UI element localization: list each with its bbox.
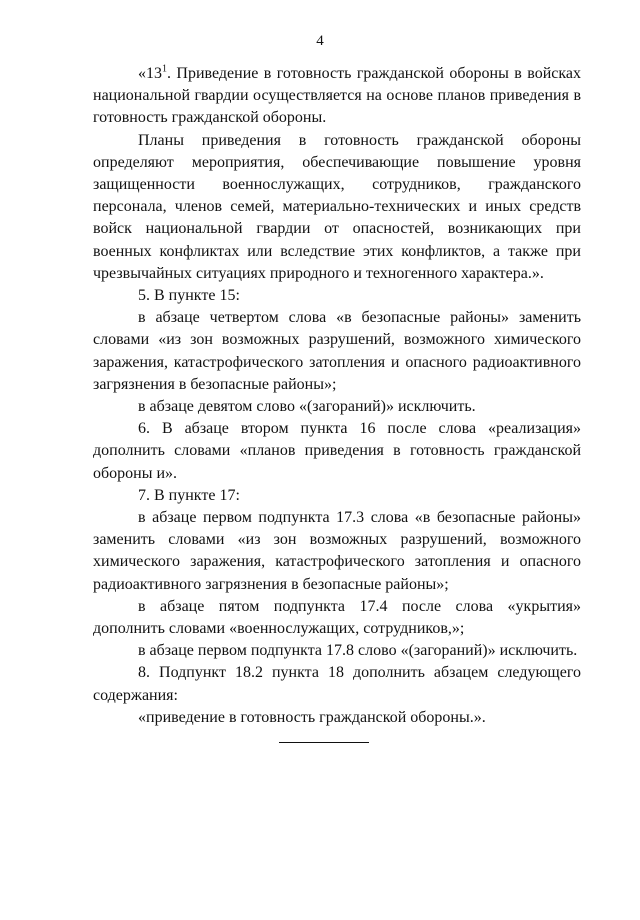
paragraph-13-1-prefix: «13 (138, 65, 162, 82)
paragraph-subpoint-17-3: в абзаце первом подпункта 17.3 слова «в безопасные районы» заменить словами «из зон возможных разрушений, возможного химического заражения, катастрофического затопления и опасного радиоактивного загрязнения в безопасные районы»; (93, 509, 581, 593)
page-number: 4 (316, 33, 324, 49)
paragraph-13-1-text: . Приведение в готовность гражданской обороны в войсках национальной гвардии осуществляется на основе планов приведения в готовность гражданской обороны. (93, 65, 581, 127)
paragraph-point-6: 6. В абзаце втором пункта 16 после слова «реализация» дополнить словами «планов приведения в готовность гражданской обороны и». (93, 420, 581, 482)
document-body (93, 63, 581, 743)
paragraph-subpoint-17-8: в абзаце первом подпункта 17.8 слово «(загораний)» исключить. (138, 642, 578, 660)
paragraph-point-8-text: «приведение в готовность гражданской обороны.». (138, 708, 486, 726)
paragraph-point-5: 5. В пункте 15: (138, 287, 240, 305)
paragraph-plans: Планы приведения в готовность гражданской обороны определяют мероприятия, обеспечивающие повышение уровня защищенности военнослужащих, сотрудников, гражданского персонала, членов семей, материально-технических и иных средств войск национальной гвардии от опасностей, возникающих при военных конфликтах или вследствие этих конфликтов, а также при чрезвычайных ситуациях природного и техногенного характера.». (93, 131, 581, 282)
paragraph-subpoint-17-4: в абзаце пятом подпункта 17.4 после слова «укрытия» дополнить словами «военнослужащих, сотрудников,»; (93, 597, 581, 638)
paragraph-point-5-abzac-9: в абзаце девятом слово «(загораний)» исключить. (138, 398, 476, 416)
paragraph-point-8: 8. Подпункт 18.2 пункта 18 дополнить абзацем следующего содержания: (93, 664, 581, 704)
paragraph-point-5-abzac-4: в абзаце четвертом слова «в безопасные районы» заменить словами «из зон возможных разрушений, возможного химического заражения, катастрофического затопления и опасного радиоактивного загрязнения в безопасные районы»; (93, 309, 581, 393)
paragraph-point-7: 7. В пункте 17: (138, 486, 240, 504)
end-rule-divider (279, 742, 369, 743)
paragraph-13-1 (93, 63, 581, 130)
paragraph-13-1-superscript: 1 (162, 63, 167, 75)
